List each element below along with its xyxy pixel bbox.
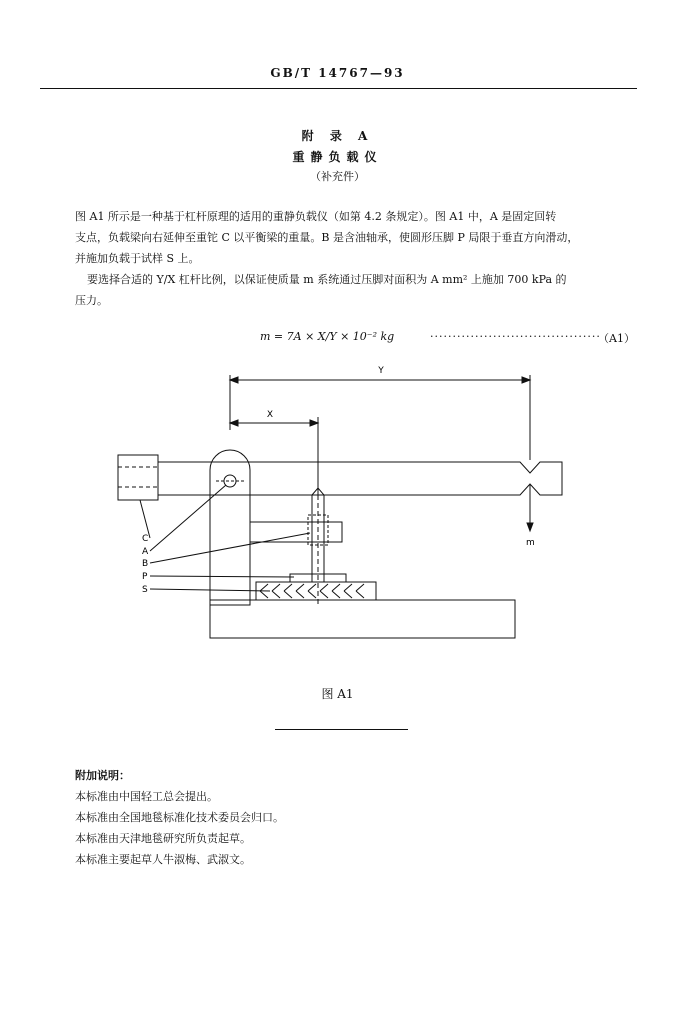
label-x: X — [266, 410, 274, 420]
lever-device-diagram — [100, 355, 580, 655]
header-rule — [40, 88, 637, 89]
label-m: m — [526, 538, 535, 548]
base-plate — [210, 600, 515, 638]
note-line-3: 本标准由天津地毯研究所负责起草。 — [75, 832, 251, 845]
label-a: A — [142, 547, 149, 557]
note-line-1: 本标准由中国轻工总会提出。 — [75, 790, 218, 803]
paragraph-1-line-1: 图 A1 所示是一种基于杠杆原理的适用的重静负载仪（如第 4.2 条规定）。图 A1 中，A 是固定回转 — [75, 210, 557, 223]
paragraph-1-line-2: 支点，负载梁向右延伸至重铊 C 以平衡梁的重量。B 是含油轴承，使圆形压脚 P 局限于垂直方向滑动， — [75, 231, 579, 244]
label-p: P — [142, 572, 148, 582]
counterweight-c — [118, 455, 158, 500]
formula: m = 7A × X/Y × 10⁻² kg — [260, 330, 395, 343]
additional-notes — [75, 765, 284, 870]
label-c: C — [142, 534, 149, 544]
sample-s — [256, 582, 376, 600]
formula-leader-dots: ······································ — [430, 330, 601, 343]
end-rule — [275, 729, 408, 730]
paragraph-2-line-2: 压力。 — [75, 294, 108, 307]
notes-heading: 附加说明： — [75, 769, 130, 782]
label-s: S — [142, 585, 148, 595]
note-line-4: 本标准主要起草人牛淑梅、武淑文。 — [75, 853, 251, 866]
standard-header: GB/T 14767—93 — [270, 66, 405, 80]
label-b: B — [142, 559, 149, 569]
label-y: Y — [378, 366, 384, 376]
equation-number: （A1） — [598, 332, 635, 345]
load-beam — [158, 462, 562, 495]
appendix-title: 附 录 A — [301, 129, 374, 143]
device-title: 重静负载仪 — [292, 150, 383, 164]
paragraph-1-line-3: 并施加负载于试样 S 上。 — [75, 252, 200, 265]
pivot-support — [210, 450, 250, 605]
paragraph-2-line-1: 要选择合适的 Y/X 杠杆比例，以保证使质量 m 系统通过压脚对面积为 A mm² 上施加 700 kPa 的 — [87, 273, 567, 286]
supplement-note: （补充件） — [310, 170, 365, 183]
figure-caption: 图 A1 — [321, 687, 354, 701]
note-line-2: 本标准由全国地毯标准化技术委员会归口。 — [75, 811, 284, 824]
